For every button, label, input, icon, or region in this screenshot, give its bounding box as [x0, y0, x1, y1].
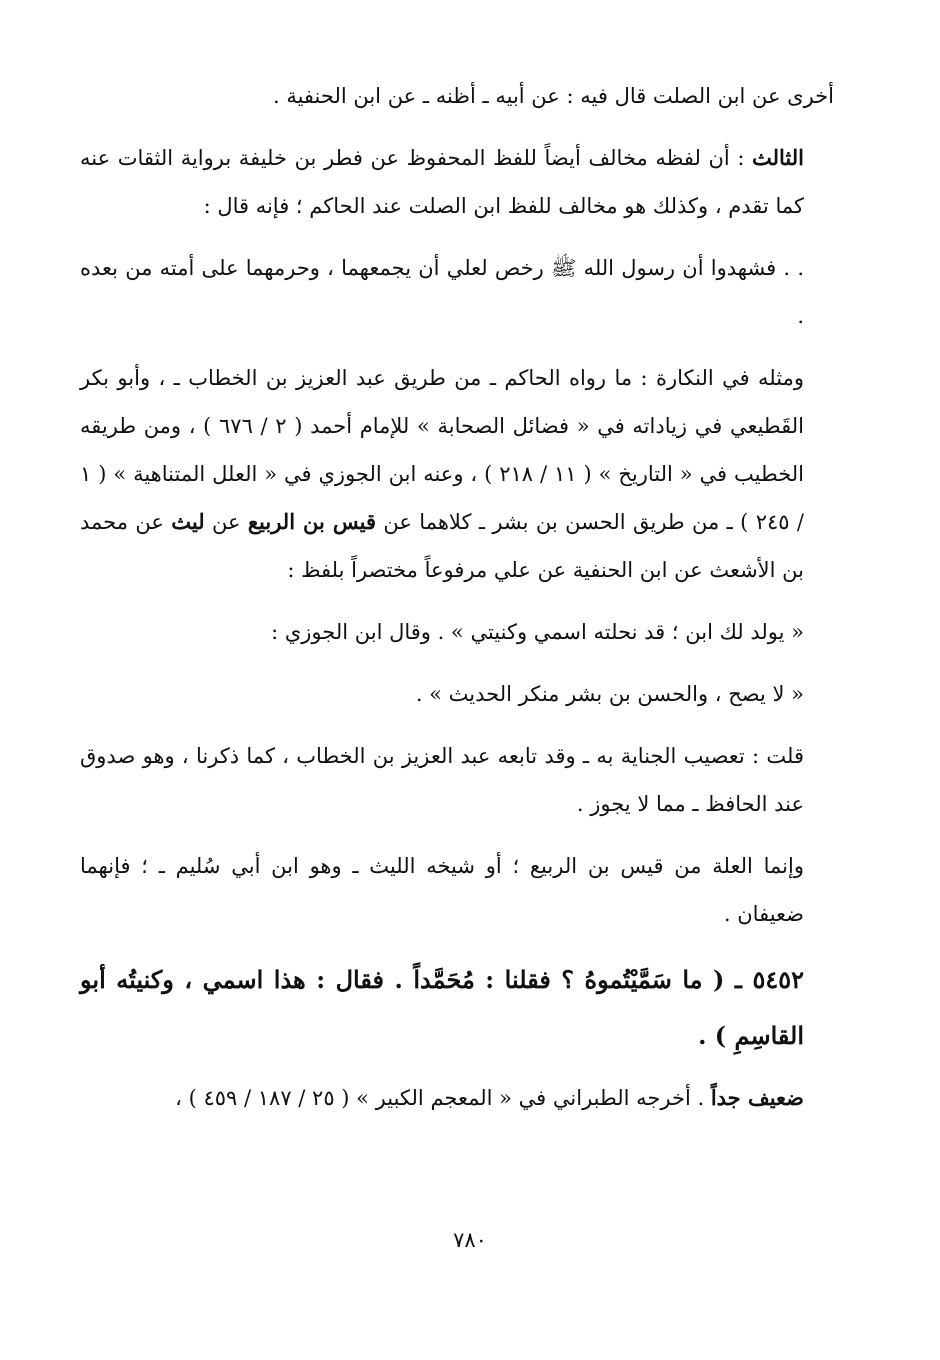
paragraph-similar-narration	[80, 354, 834, 594]
third-point-label: الثالث	[752, 145, 804, 170]
paragraph-text: : أن لفظه مخالف أيضاً للفظ المحفوظ عن فطر بن خليفة برواية الثقات عنه كما تقدم ، وكذلك هو مخالف للفظ ابن الصلت عند الحاكم ؛ فإنه قال :	[80, 146, 804, 218]
paragraph-text: ومثله في النكارة : ما رواه الحاكم ـ من طريق عبد العزيز بن الخطاب ـ ، وأبو بكر القَطيعي في زياداته في « فضائل الصحابة » للإمام أحمد ( ٢ / ٦٧٦ ) ، ومن طريقه الخطيب في « التاريخ » ( ١١ / ٢١٨ ) ، وعنه ابن الجوزي في « العلل المتناهية » ( ١ / ٢٤٥ ) ـ من طريق الحسن بن بشر ـ كلاهما عن	[80, 366, 804, 534]
hadith-text: ٥٤٥٢ ـ ( ما سَمَّيْتُموهُ ؟ فقلنا : مُحَمَّداً . فقال : هذا اسمي ، وكنيتُه أبو القاسِمِ ) .	[80, 965, 804, 1050]
paragraph-text: قلت : تعصيب الجناية به ـ وقد تابعه عبد العزيز بن الخطاب ، كما ذكرنا ، وهو صدوق عند الحافظ ـ مما لا يجوز .	[80, 744, 804, 816]
paragraph-text: . أخرجه الطبراني في « المعجم الكبير » ( ٢٥ / ١٨٧ / ٤٥٩ ) ،	[175, 1086, 711, 1110]
paragraph-text: وإنما العلة من قيس بن الربيع ؛ أو شيخه الليث ـ وهو ابن أبي سُليم ـ ؛ فإنهما ضعيفان .	[80, 854, 804, 926]
paragraph-grading	[80, 1074, 834, 1122]
paragraph-continuation	[80, 72, 834, 120]
hadith-heading	[80, 952, 834, 1064]
paragraph-quote-hakim	[80, 244, 834, 340]
grading-label: ضعيف جداً	[710, 1085, 804, 1110]
paragraph-author-note	[80, 732, 834, 828]
paragraph-text: « يولد لك ابن ؛ قد نحلته اسمي وكنيتي » . وقال ابن الجوزي :	[271, 620, 804, 644]
page-body	[80, 72, 834, 1136]
paragraph-text: عن محمد بن الأشعث عن ابن الحنفية عن علي مرفوعاً مختصراً بلفظ :	[80, 510, 804, 582]
quoted-wording	[80, 608, 834, 656]
quoted-verdict	[80, 670, 834, 718]
paragraph-text: « لا يصح ، والحسن بن بشر منكر الحديث » .	[415, 682, 804, 706]
narrator-name-layth: ليث	[171, 509, 205, 534]
paragraph-text: أخرى عن ابن الصلت قال فيه : عن أبيه ـ أظنه ـ عن ابن الحنفية .	[272, 84, 834, 108]
page-number: ٧٨٠	[453, 1228, 487, 1252]
narrator-name-qays: قيس بن الربيع	[247, 509, 377, 534]
paragraph-defect	[80, 842, 834, 938]
paragraph-text: عن	[204, 510, 248, 534]
paragraph-text: . . فشهدوا أن رسول الله ﷺ رخص لعلي أن يجمعهما ، وحرمهما على أمته من بعده .	[80, 256, 804, 328]
paragraph-third-point	[80, 134, 834, 230]
